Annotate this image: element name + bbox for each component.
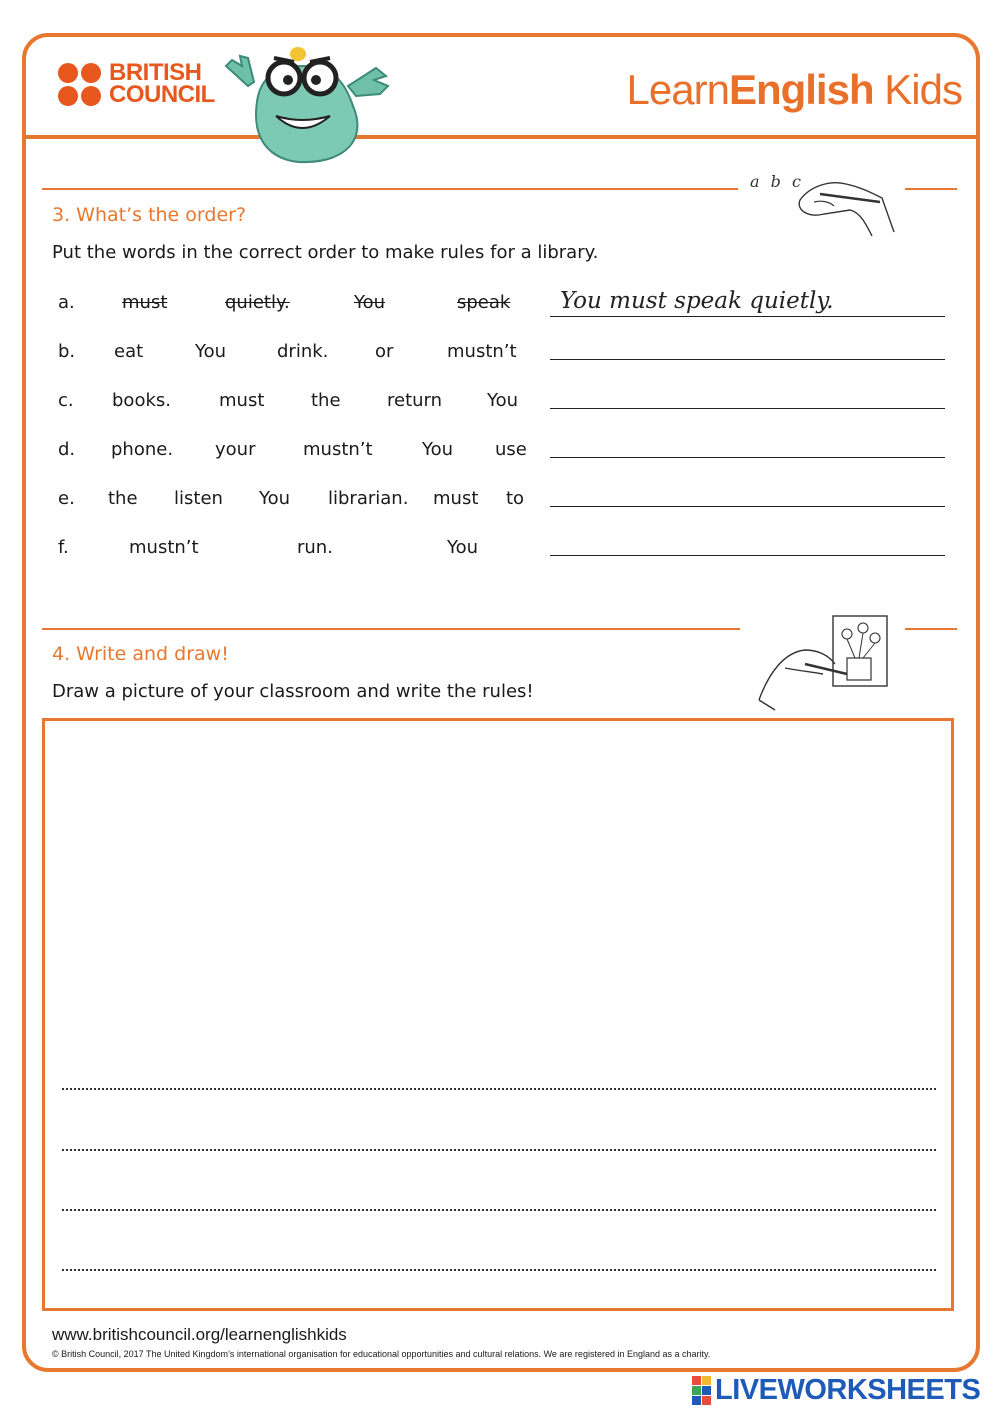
scrambled-word: or bbox=[375, 341, 394, 362]
scrambled-word: listen bbox=[174, 488, 223, 509]
scrambled-word: phone. bbox=[111, 439, 174, 460]
abc-handwriting-label: a b c bbox=[750, 172, 804, 191]
section4-rule-left bbox=[42, 628, 740, 630]
drawing-area[interactable] bbox=[42, 718, 954, 1311]
liveworksheets-logo bbox=[692, 1374, 980, 1407]
answer-line-d[interactable] bbox=[550, 457, 945, 458]
scrambled-word: must bbox=[122, 292, 168, 313]
row-letter: f. bbox=[58, 537, 69, 558]
scrambled-word: run. bbox=[297, 537, 333, 558]
answer-line-a[interactable] bbox=[550, 316, 945, 317]
row-letter: c. bbox=[58, 390, 74, 411]
row-letter: a. bbox=[58, 292, 75, 313]
answer-line-c[interactable] bbox=[550, 408, 945, 409]
scrambled-word: mustn’t bbox=[129, 537, 199, 558]
rule-writing-line-4[interactable] bbox=[62, 1269, 936, 1271]
scrambled-word: return bbox=[387, 390, 443, 411]
section4-rule-right bbox=[905, 628, 957, 630]
answer-text-a[interactable]: You must speak quietly. bbox=[560, 288, 834, 314]
liveworksheets-blocks-icon bbox=[692, 1376, 711, 1405]
scrambled-word: must bbox=[219, 390, 265, 411]
scrambled-word: You bbox=[259, 488, 291, 509]
scrambled-word: You bbox=[422, 439, 454, 460]
scrambled-word: to bbox=[506, 488, 525, 509]
section3-rule-right bbox=[905, 188, 957, 190]
scrambled-word: the bbox=[108, 488, 138, 509]
order-row-f bbox=[52, 537, 532, 567]
order-row-c bbox=[52, 390, 532, 420]
scrambled-word: mustn’t bbox=[303, 439, 373, 460]
learnenglish-kids-logo: LearnEnglish Kids bbox=[626, 66, 962, 113]
order-row-b bbox=[52, 341, 532, 371]
header-divider bbox=[26, 135, 976, 139]
scrambled-word: mustn’t bbox=[447, 341, 517, 362]
answer-line-f[interactable] bbox=[550, 555, 945, 556]
answer-line-b[interactable] bbox=[550, 359, 945, 360]
scrambled-word: drink. bbox=[277, 341, 329, 362]
scrambled-word: quietly. bbox=[225, 292, 290, 313]
monster-mascot-icon bbox=[218, 36, 393, 164]
drawing-hand-icon bbox=[755, 612, 895, 712]
scrambled-word: your bbox=[215, 439, 256, 460]
section4-instruction: Draw a picture of your classroom and write the rules! bbox=[52, 681, 534, 702]
scrambled-word: You bbox=[447, 537, 479, 558]
scrambled-word: You bbox=[354, 292, 386, 313]
rule-writing-line-1[interactable] bbox=[62, 1088, 936, 1090]
scrambled-word: must bbox=[433, 488, 479, 509]
row-letter: b. bbox=[58, 341, 76, 362]
section3-instruction: Put the words in the correct order to make rules for a library. bbox=[52, 242, 599, 263]
scrambled-word: the bbox=[311, 390, 341, 411]
order-row-d bbox=[52, 439, 532, 469]
section3-rule-left bbox=[42, 188, 738, 190]
scrambled-word: use bbox=[495, 439, 527, 460]
liveworksheets-wordmark: LIVEWORKSHEETS bbox=[715, 1374, 981, 1406]
section3-title: 3. What’s the order? bbox=[52, 204, 247, 226]
order-row-a bbox=[52, 292, 532, 322]
british-council-wordmark: BRITISH COUNCIL bbox=[109, 59, 215, 108]
scrambled-word: books. bbox=[112, 390, 171, 411]
scrambled-word: speak bbox=[457, 292, 511, 313]
british-council-logo bbox=[58, 59, 215, 108]
scrambled-word: eat bbox=[114, 341, 144, 362]
rule-writing-line-3[interactable] bbox=[62, 1209, 936, 1211]
scrambled-word: You bbox=[195, 341, 227, 362]
rule-writing-line-2[interactable] bbox=[62, 1149, 936, 1151]
order-row-e bbox=[52, 488, 532, 518]
section4-title: 4. Write and draw! bbox=[52, 643, 229, 665]
writing-hand-icon bbox=[790, 172, 900, 244]
british-council-dots-icon bbox=[58, 63, 101, 106]
footer-copyright: © British Council, 2017 The United Kingdom’s international organisation for educational opportunities and cultural relations. We are registered in England as a charity. bbox=[52, 1349, 711, 1359]
footer-url[interactable]: www.britishcouncil.org/learnenglishkids bbox=[52, 1325, 347, 1344]
scrambled-word: You bbox=[487, 390, 519, 411]
scrambled-word: librarian. bbox=[328, 488, 409, 509]
answer-line-e[interactable] bbox=[550, 506, 945, 507]
row-letter: e. bbox=[58, 488, 75, 509]
row-letter: d. bbox=[58, 439, 76, 460]
